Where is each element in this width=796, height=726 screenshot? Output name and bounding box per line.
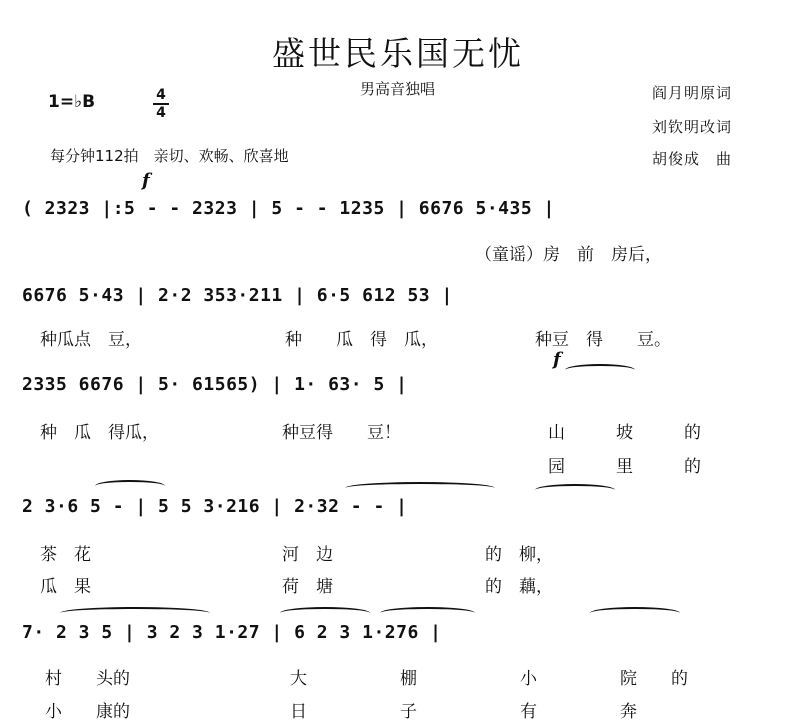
notation-row-2: 6676 5·43 | 2·2 353·211 | 6·5 612 53 | — [22, 285, 453, 306]
notation-row-1: ( 2323 |:5 - - 2323 | 5 - - 1235 | 6676 5·435 | — [22, 198, 555, 219]
lyric-row-2a: 种瓜点 豆， — [40, 330, 142, 350]
slur — [95, 480, 165, 492]
lyric-row-3d: 园 里 的 — [548, 457, 701, 477]
lyric-row-5a-4: 小 — [520, 669, 537, 689]
slur — [60, 607, 210, 619]
lyric-row-4a-1: 茶 花 — [40, 545, 91, 565]
lyric-row-5a-5: 院 的 — [620, 669, 688, 689]
slur — [345, 482, 495, 494]
lyric-row-3a: 种 瓜 得瓜， — [40, 423, 159, 443]
song-title: 盛世民乐国无忧 — [272, 34, 524, 73]
slur — [590, 607, 680, 619]
lyric-row-5a-2: 大 — [290, 669, 307, 689]
credit-lyricist: 阎月明原词 — [652, 84, 733, 102]
lyric-row-3b: 种豆得 豆！ — [282, 423, 401, 443]
lyric-row-3c: 山 坡 的 — [548, 423, 701, 443]
notation-row-3: 2335 6676 | 5· 61565) | 1· 63· 5 | — [22, 374, 408, 395]
tempo-marking: 每分钟112拍 亲切、欢畅、欣喜地 — [50, 147, 289, 165]
slur — [535, 484, 615, 496]
lyric-row-4b-2: 荷 塘 — [282, 577, 333, 597]
lyric-row-4b-1: 瓜 果 — [40, 577, 91, 597]
lyric-row-2b: 种 瓜 得 瓜， — [285, 330, 438, 350]
lyric-row-5b-5: 奔 — [620, 702, 637, 722]
lyric-row-5b-1: 小 康的 — [45, 702, 130, 722]
dynamic-forte-1: f — [142, 170, 150, 191]
lyric-row-5b-2: 日 — [290, 702, 307, 722]
lyric-row-4a-2: 河 边 — [282, 545, 333, 565]
time-top: 4 — [156, 87, 166, 103]
credit-lyric-adapter: 刘钦明改词 — [652, 118, 733, 136]
time-signature — [153, 88, 169, 120]
slur — [280, 607, 370, 619]
key-signature: 1=♭B — [48, 92, 96, 112]
notation-row-4: 2 3·6 5 - | 5 5 3·216 | 2·32 - - | — [22, 496, 408, 517]
song-subtitle: 男高音独唱 — [360, 80, 436, 98]
lyric-row-4b-3: 的 藕， — [485, 577, 553, 597]
notation-row-5: 7· 2 3 5 | 3 2 3 1·27 | 6 2 3 1·276 | — [22, 622, 442, 643]
lyric-row-5a-3: 棚 — [400, 669, 417, 689]
slur — [380, 607, 475, 619]
lyric-row-1: （童谣）房 前 房后， — [475, 245, 662, 265]
credit-composer: 胡俊成 曲 — [652, 150, 733, 168]
lyric-row-5b-4: 有 — [520, 702, 537, 722]
lyric-row-5b-3: 子 — [400, 702, 417, 722]
time-bottom: 4 — [156, 105, 166, 121]
dynamic-forte-2: f — [553, 349, 561, 370]
lyric-row-4a-3: 的 柳， — [485, 545, 553, 565]
lyric-row-5a-1: 村 头的 — [45, 669, 130, 689]
lyric-row-2c: 种豆 得 豆。 — [535, 330, 671, 350]
